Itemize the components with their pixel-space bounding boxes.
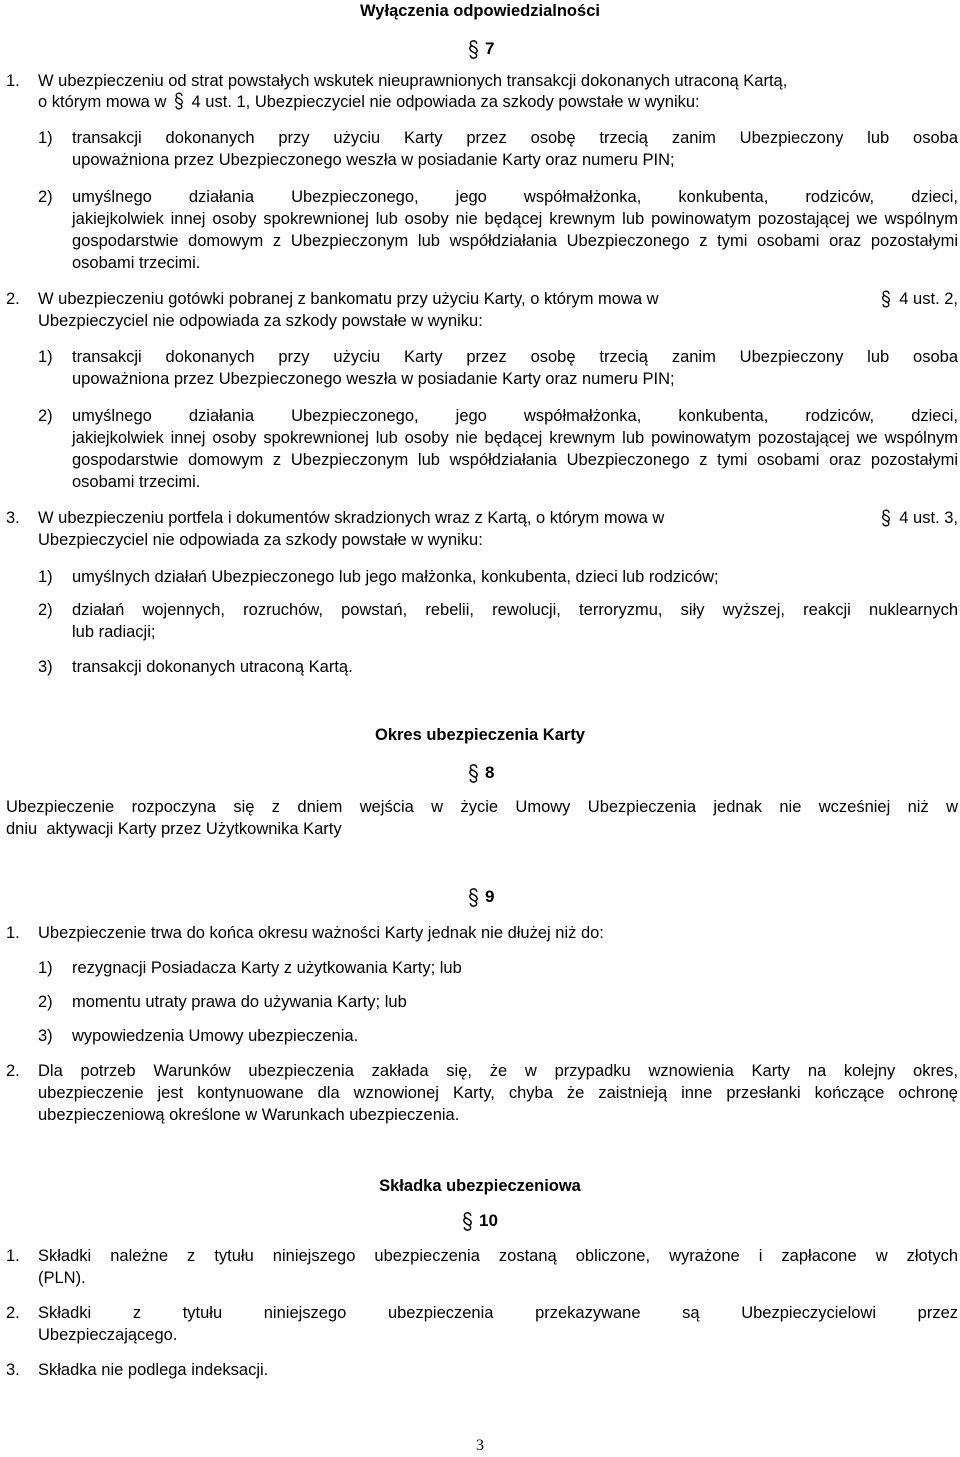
item-number: 1.	[6, 72, 20, 90]
section-sign-icon	[468, 888, 479, 907]
item-number: 1.	[6, 924, 20, 942]
item-number: 2.	[6, 290, 20, 308]
page-number: 3	[476, 1437, 484, 1454]
text-line	[38, 91, 958, 113]
text-line: umyślnego działania Ubezpieczonego, jego współmałżonka, konkubenta, rodziców, dzieci,	[72, 407, 958, 425]
text-line: upoważniona przez Ubezpieczonego weszła w posiadanie Karty oraz numeru PIN;	[72, 370, 675, 388]
text-block: jakiejkolwiek innej osoby spokrewnionej lub osoby nie będącej krewnym lub powinowatym pozostającej we wspólnym gospodarstwie domowym z Ubezpieczonym lub współdziałania Ubezpieczonego z tymi osobami oraz pozostałymi osobami trzecimi.	[72, 429, 958, 491]
section-title-exclusions: Wyłączenia odpowiedzialności	[360, 2, 600, 20]
text-line: Składki z tytułu niniejszego ubezpieczenia przekazywane są Ubezpieczycielowi przez	[38, 1304, 958, 1322]
text-line: Składka nie podlega indeksacji.	[38, 1361, 269, 1379]
text-line: Ubezpieczyciel nie odpowiada za szkody powstałe w wyniku:	[38, 312, 483, 330]
text-line: (PLN).	[38, 1269, 86, 1287]
text-line: transakcji dokonanych przy użyciu Karty przez osobę trzecią zanim Ubezpieczony lub osoba	[72, 129, 958, 147]
text-line: Ubezpieczenie rozpoczyna się z dniem wejścia w życie Umowy Ubezpieczenia jednak nie wcześniej niż w	[6, 798, 958, 816]
paragraph-mark-9	[468, 886, 494, 908]
section-title-insurance-period: Okres ubezpieczenia Karty	[374, 726, 585, 744]
text-line: Składki należne z tytułu niniejszego ubezpieczenia zostaną obliczone, wyrażone i zapłacone w złotych	[38, 1247, 958, 1265]
paragraph-mark-10	[462, 1210, 498, 1232]
text-fragment: 4 ust. 1, Ubezpieczyciel nie odpowiada za szkody powstałe w wyniku:	[191, 93, 700, 111]
text-line: transakcji dokonanych przy użyciu Karty przez osobę trzecią zanim Ubezpieczony lub osoba	[72, 348, 958, 366]
text-fragment: 4 ust. 3,	[899, 509, 958, 527]
section-sign-icon	[881, 290, 891, 308]
text-line	[38, 288, 958, 310]
text-line: Ubezpieczyciel nie odpowiada za szkody powstałe w wyniku:	[38, 531, 483, 549]
text-fragment: 4 ust. 2,	[899, 290, 958, 308]
section-sign-icon	[881, 509, 891, 527]
sub-item-number: 1)	[38, 959, 53, 977]
text-line: Dla potrzeb Warunków ubezpieczenia zakłada się, że w przypadku wznowienia Karty na kolejny okres,	[38, 1062, 958, 1080]
section-sign-icon	[468, 764, 479, 783]
section-sign-icon	[468, 40, 479, 59]
text-line: momentu utraty prawa do używania Karty; lub	[72, 993, 407, 1011]
text-line: transakcji dokonanych utraconą Kartą.	[72, 658, 353, 676]
sub-item-number: 3)	[38, 658, 53, 676]
section-sign-icon	[462, 1212, 473, 1231]
text-block: ubezpieczenie jest kontynuowane dla wznowionej Karty, chyba że zaistnieją inne przesłanki kończące ochronę ubezpieczeniową określone w Warunkach ubezpieczenia.	[38, 1084, 958, 1124]
paragraph-mark-7	[468, 38, 494, 60]
item-number: 3.	[6, 509, 20, 527]
text-line	[38, 507, 958, 529]
text-line: Ubezpieczającego.	[38, 1326, 178, 1344]
text-line: umyślnych działań Ubezpieczonego lub jego małżonka, konkubenta, dzieci lub rodziców;	[72, 568, 719, 586]
paragraph-number: 8	[485, 763, 495, 782]
text-line: działań wojennych, rozruchów, powstań, rebelii, rewolucji, terroryzmu, siły wyższej, reakcji nuklearnych	[72, 601, 958, 619]
paragraph-number: 10	[479, 1211, 498, 1230]
text-line: wypowiedzenia Umowy ubezpieczenia.	[72, 1027, 359, 1045]
section-sign-icon	[174, 92, 184, 110]
sub-item-number: 1)	[38, 129, 53, 147]
sub-item-number: 2)	[38, 601, 53, 619]
text-line: lub radiacji;	[72, 623, 156, 641]
sub-item-number: 2)	[38, 993, 53, 1011]
sub-item-number: 1)	[38, 348, 53, 366]
item-number: 1.	[6, 1247, 20, 1265]
sub-item-number: 1)	[38, 568, 53, 586]
item-number: 2.	[6, 1062, 20, 1080]
text-block: jakiejkolwiek innej osoby spokrewnionej lub osoby nie będącej krewnym lub powinowatym pozostającej we wspólnym gospodarstwie domowym z Ubezpieczonym lub współdziałania Ubezpieczonego z tymi osobami oraz pozostałymi osobami trzecimi.	[72, 210, 958, 272]
text-line: upoważniona przez Ubezpieczonego weszła w posiadanie Karty oraz numeru PIN;	[72, 151, 675, 169]
section-title-premium: Składka ubezpieczeniowa	[379, 1177, 581, 1195]
item-number: 3.	[6, 1361, 20, 1379]
item-number: 2.	[6, 1304, 20, 1322]
sub-item-number: 2)	[38, 188, 53, 206]
sub-item-number: 2)	[38, 407, 53, 425]
text-line: dniu aktywacji Karty przez Użytkownika Karty	[6, 820, 342, 838]
text-line: Ubezpieczenie trwa do końca okresu ważności Karty jednak nie dłużej niż do:	[38, 924, 604, 942]
text-line: umyślnego działania Ubezpieczonego, jego współmałżonka, konkubenta, rodziców, dzieci,	[72, 188, 958, 206]
text-fragment: W ubezpieczeniu gotówki pobranej z bankomatu przy użyciu Karty, o którym mowa w	[38, 290, 659, 308]
paragraph-number: 7	[485, 39, 495, 58]
text-fragment: o którym mowa w	[38, 93, 167, 111]
text-fragment: W ubezpieczeniu portfela i dokumentów skradzionych wraz z Kartą, o którym mowa w	[38, 509, 665, 527]
text-line: rezygnacji Posiadacza Karty z użytkowania Karty; lub	[72, 959, 462, 977]
paragraph-mark-8	[468, 762, 494, 784]
paragraph-number: 9	[485, 887, 495, 906]
sub-item-number: 3)	[38, 1027, 53, 1045]
text-line: W ubezpieczeniu od strat powstałych wskutek nieuprawnionych transakcji dokonanych utraconą Kartą,	[38, 72, 788, 90]
